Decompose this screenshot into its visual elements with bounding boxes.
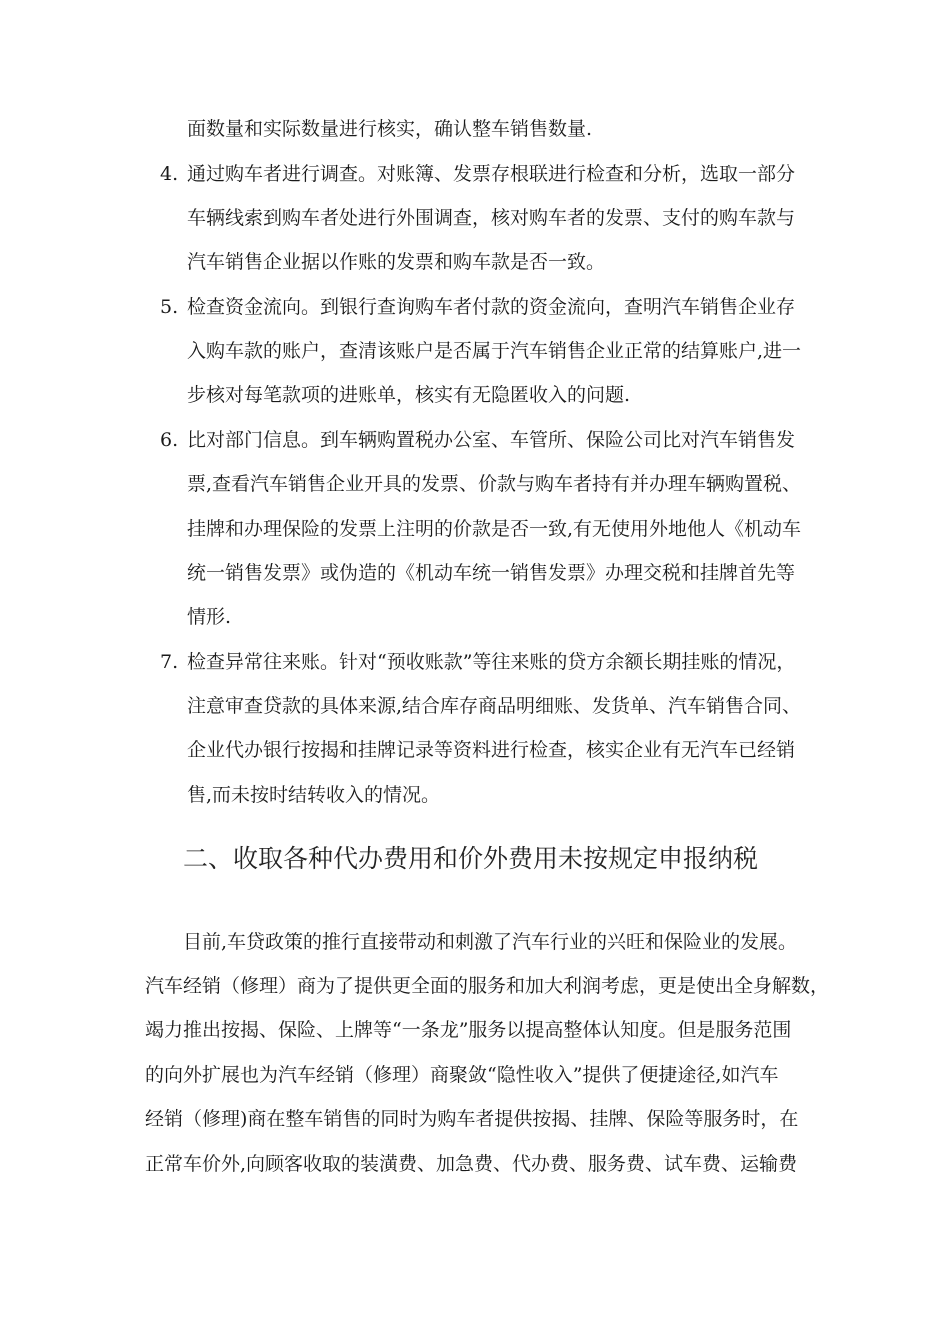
paragraph-line: 竭力推出按揭、保险、上牌等“一条龙”服务以提高整体认知度。但是服务范围	[145, 1019, 792, 1041]
list-item-number: 7.	[160, 651, 179, 673]
paragraph-line: 正常车价外,向顾客收取的装潢费、加急费、代办费、服务费、试车费、运输费	[145, 1153, 798, 1175]
list-item-line: 通过购车者进行调查。对账簿、发票存根联进行检查和分析，选取一部分	[187, 163, 796, 185]
list-item-line: 汽车销售企业据以作账的发票和购车款是否一致。	[187, 251, 606, 273]
list-item-line: 企业代办银行按揭和挂牌记录等资料进行检查，核实企业有无汽车已经销	[187, 739, 796, 761]
paragraph-line: 目前,车贷政策的推行直接带动和刺激了汽车行业的兴旺和保险业的发展。	[183, 931, 798, 953]
list-item-line: 检查资金流向。到银行查询购车者付款的资金流向，查明汽车销售企业存	[187, 296, 796, 318]
section-heading: 二、收取各种代办费用和价外费用未按规定申报纳税	[183, 844, 759, 873]
paragraph-line: 经销（修理)商在整车销售的同时为购车者提供按揭、挂牌、保险等服务时，在	[145, 1108, 799, 1130]
list-item-line: 情形.	[187, 606, 232, 628]
list-item-line: 入购车款的账户，查清该账户是否属于汽车销售企业正常的结算账户,进一	[187, 340, 802, 362]
list-item-line: 车辆线索到购车者处进行外围调查，核对购车者的发票、支付的购车款与	[187, 207, 796, 229]
list-item-line: 售,而未按时结转收入的情况。	[187, 784, 441, 806]
paragraph-line: 汽车经销（修理）商为了提供更全面的服务和加大利润考虑，更是使出全身解数，	[145, 975, 830, 997]
continuation-line: 面数量和实际数量进行核实，确认整车销售数量.	[187, 118, 593, 140]
list-item-line: 票,查看汽车销售企业开具的发票、价款与购车者持有并办理车辆购置税、	[187, 473, 802, 495]
list-item-number: 5.	[160, 296, 179, 318]
list-item-line: 比对部门信息。到车辆购置税办公室、车管所、保险公司比对汽车销售发	[187, 429, 796, 451]
list-item-number: 6.	[160, 429, 179, 451]
list-item-line: 挂牌和办理保险的发票上注明的价款是否一致,有无使用外地他人《机动车	[187, 518, 802, 540]
paragraph-line: 的向外扩展也为汽车经销（修理）商聚敛“隐性收入”提供了便捷途径,如汽车	[145, 1064, 779, 1086]
list-item-number: 4.	[160, 163, 179, 185]
list-item-line: 统一销售发票》或伪造的《机动车统一销售发票》办理交税和挂牌首先等	[187, 562, 796, 584]
list-item-line: 步核对每笔款项的进账单，核实有无隐匿收入的问题.	[187, 384, 631, 406]
list-item-line: 注意审查贷款的具体来源,结合库存商品明细账、发货单、汽车销售合同、	[187, 695, 802, 717]
list-item-line: 检查异常往来账。针对“预收账款”等往来账的贷方余额长期挂账的情况，	[187, 651, 796, 673]
